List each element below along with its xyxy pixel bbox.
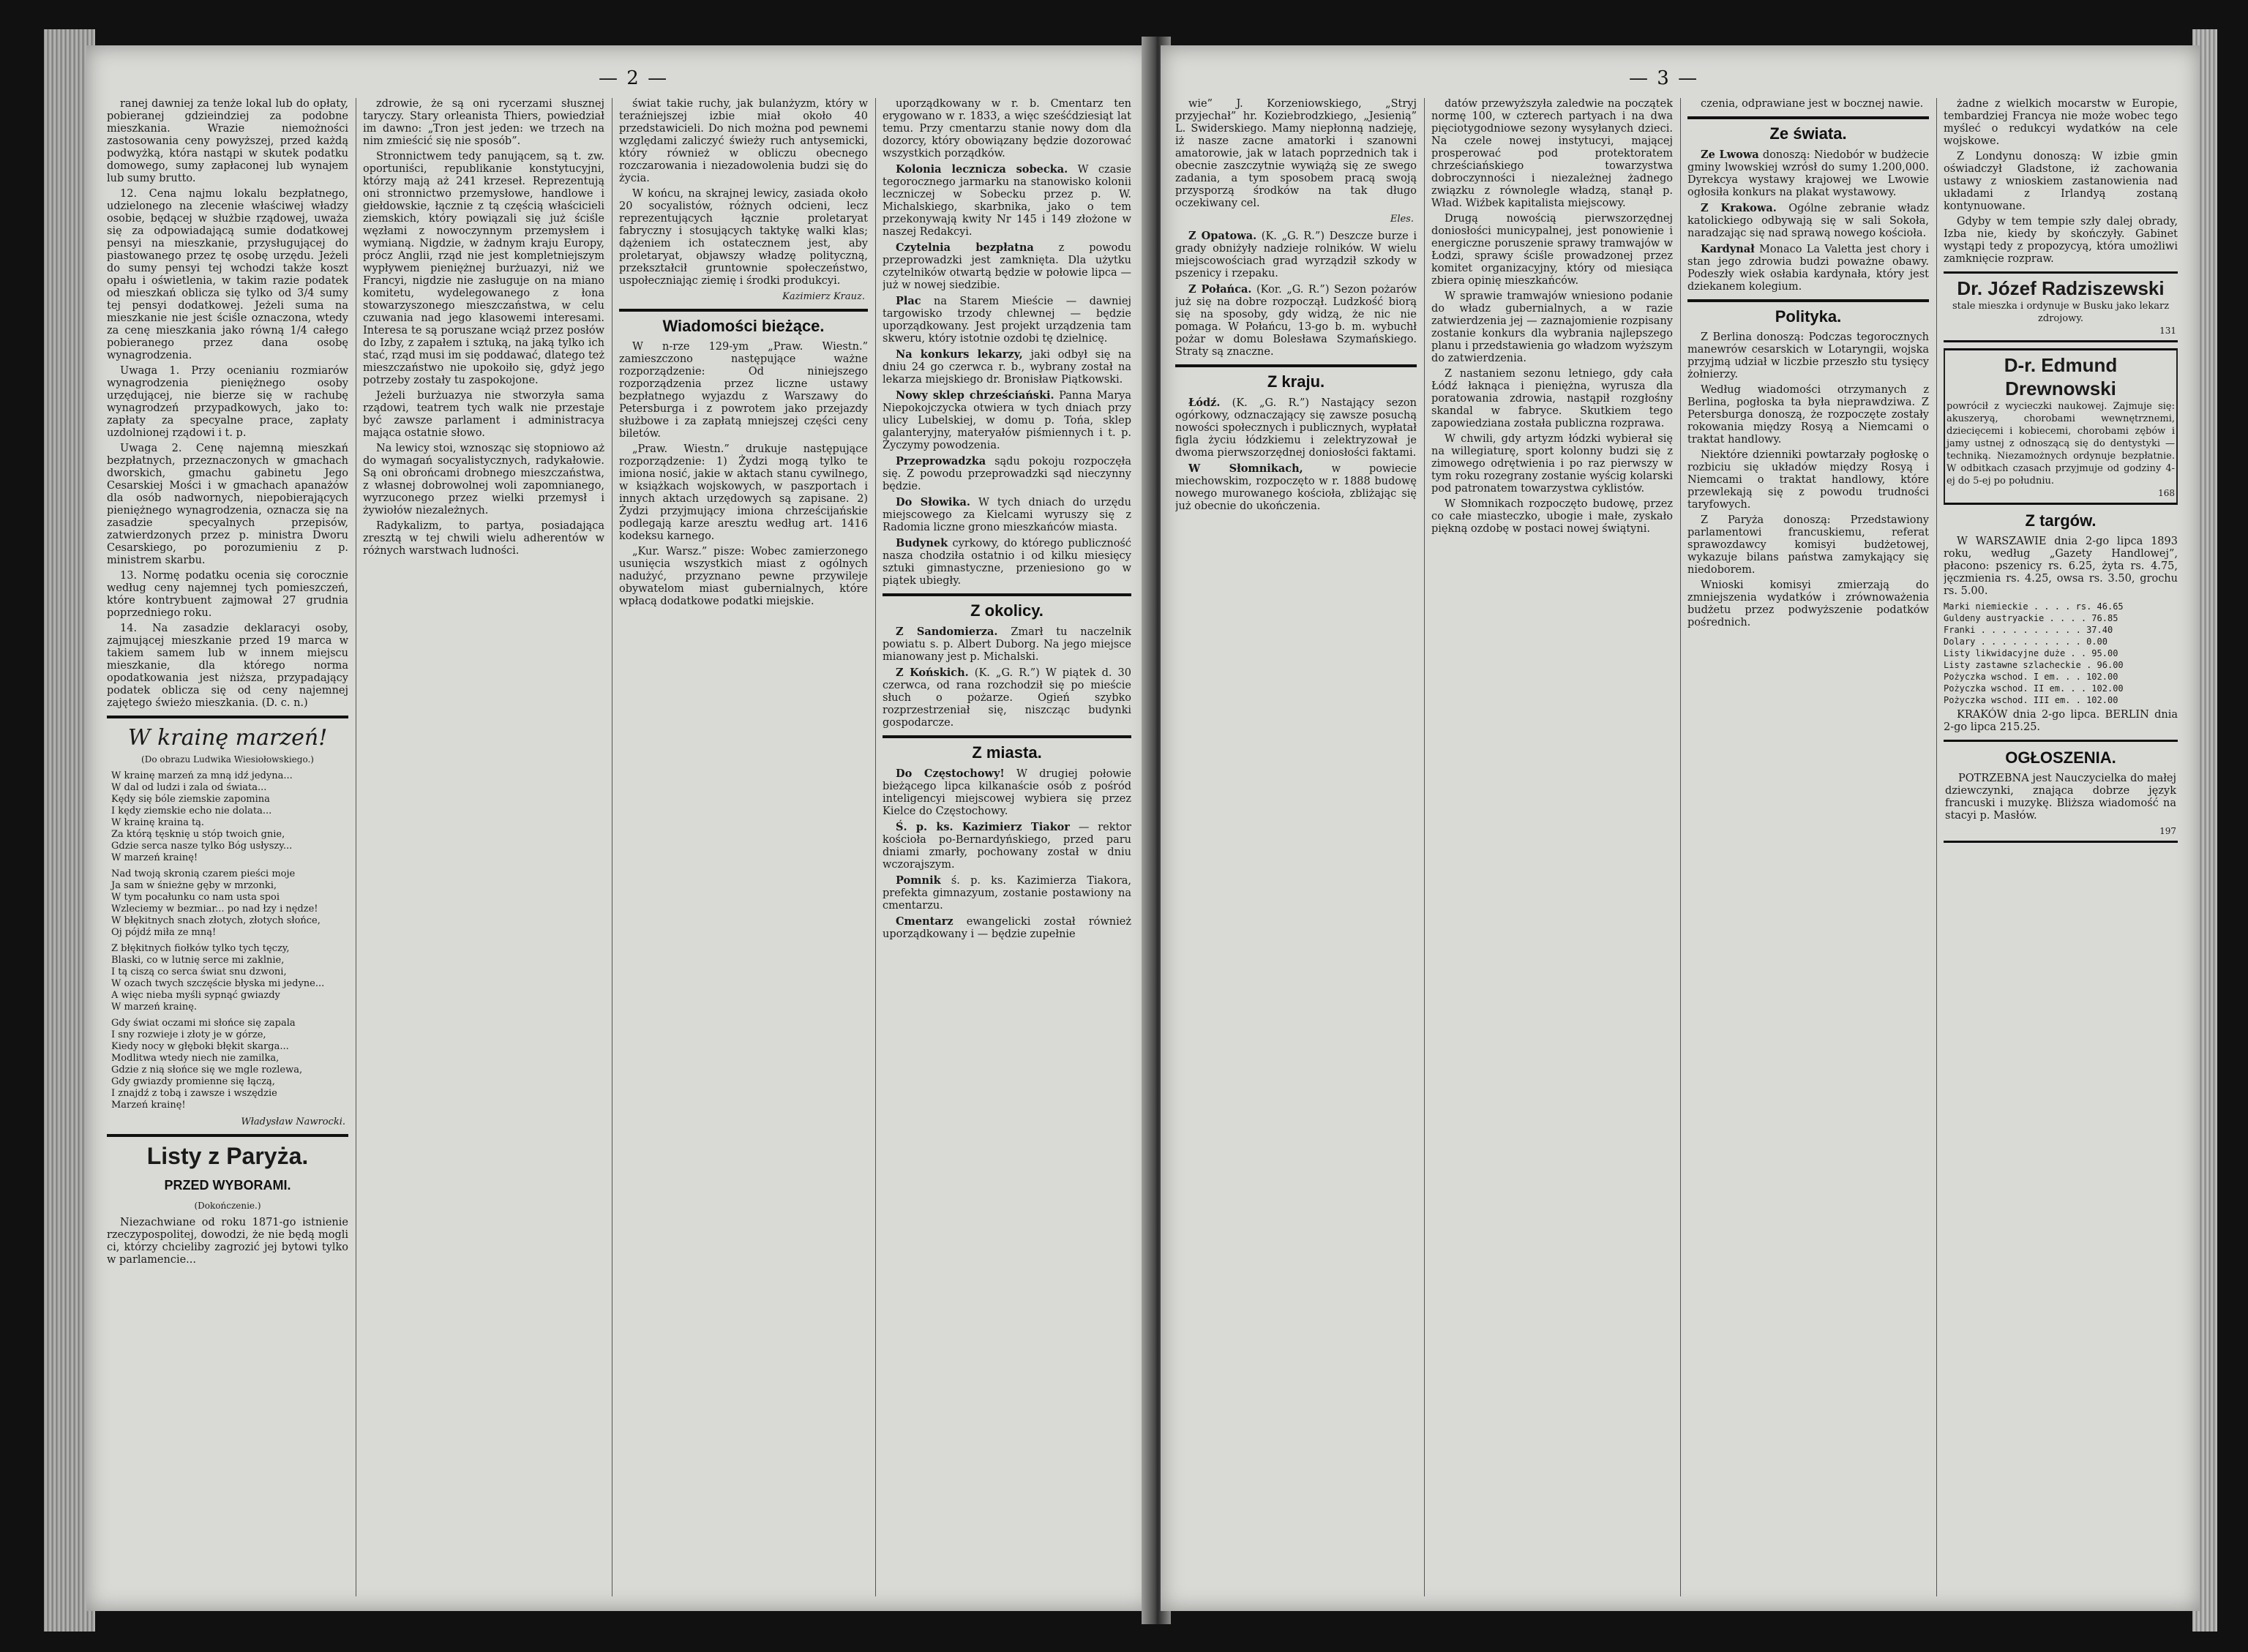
divider bbox=[107, 1134, 348, 1137]
column-1 bbox=[1175, 98, 1417, 1596]
news-text: ś. p. ks. Kazimierza Tiakora, prefekta gimnazyum, zostanie postawiony na cmentarzu. bbox=[883, 875, 1131, 912]
poem-line: Marzeń krainę! bbox=[111, 1100, 186, 1111]
news-text: donoszą: Niedobór w budżecie gminy lwowskiej wzrósł do sumy 1.200,000. Dyrekcya wystawy krajowej we Lwowie ogłosiła konkurs na plakat wystawowy. bbox=[1687, 149, 1929, 198]
paragraph: W n-rze 129-ym „Praw. Wiestn.” zamieszczono następujące ważne rozporządzenie: Od niniejszego rozporządzenia przez liczne ustawy bezpłatnego wyjazdu z Warszawy do Petersburga i z powrotem jako przejazdy służbowe i za zapłatą mniejszej części ceny biletów. bbox=[619, 341, 868, 440]
ad-number: 197 bbox=[2159, 826, 2176, 836]
advertisement bbox=[1944, 271, 2178, 342]
poem-line: I znajdź z tobą i zawsze i wszędzie bbox=[111, 1088, 277, 1099]
column-2 bbox=[1431, 98, 1673, 1596]
paragraph: świat takie ruchy, jak bulanżyzm, który w teraźniejszej izbie miał około 40 przedstawicieli. Do nich można pod pewnemi względami zaliczyć świeży ruch antysemicki, który również w obliczu obecnego rozczarowania i niezadowolenia budzi się do życia. bbox=[619, 98, 868, 184]
news-text: — rektor kościoła po-Bernardyńskiego, przed paru dniami zmarły, pochowany został w dniu wczorajszym. bbox=[883, 822, 1131, 871]
news-item bbox=[1175, 397, 1417, 459]
news-text: W czasie tegorocznego jarmarku na stanowisko kolonii leczniczej w Sobecku przez p. W. Michalskiego, skarbnika, jako o tem przekonywają kwity Nr 145 i 149 złożone w naszej Redakcyi. bbox=[883, 164, 1131, 238]
paragraph: uporządkowany w r. b. Cmentarz ten erygowano w r. 1833, a więc sześćdziesiąt lat temu. Przy cmentarzu stanie nowy dom dla dozorcy, który obowiązany będzie dozorować wszystkich porządków. bbox=[883, 98, 1131, 159]
poem-line: W dal od ludzi i zala od świata... bbox=[111, 782, 267, 793]
advertiser-name: D-r. Edmund Drewnowski bbox=[2004, 354, 2118, 399]
column-rule bbox=[1936, 98, 1937, 1596]
left-page bbox=[86, 45, 1153, 1611]
table-row: Dolary . . . . . . . . . . 0.00 bbox=[1944, 637, 2108, 647]
paragraph: żadne z wielkich mocarstw w Europie, tembardziej Francya nie może wobec tego myśleć o redukcyi wydatków na cele wojskowe. bbox=[1944, 98, 2178, 147]
news-headline: Do Słowika. bbox=[896, 496, 970, 508]
market-table bbox=[1944, 601, 2178, 706]
poem-subtitle: (Do obrazu Ludwika Wiesiołowskiego.) bbox=[141, 754, 314, 765]
paragraph: KRAKÓW dnia 2-go lipca. BERLIN dnia 2-go lipca 215.25. bbox=[1944, 709, 2178, 733]
poem-line: W błękitnych snach złotych, złotych słońce, bbox=[111, 915, 321, 926]
article-title: Listy z Paryża. bbox=[146, 1143, 309, 1169]
poem-line: W tym pocałunku co nam usta spoi bbox=[111, 892, 280, 903]
news-item bbox=[1175, 230, 1417, 280]
poem-line: W marzeń krainę! bbox=[111, 852, 198, 863]
divider bbox=[1687, 299, 1929, 302]
news-item bbox=[1687, 202, 1929, 240]
news-item bbox=[883, 915, 1131, 941]
paragraph: 12. Cena najmu lokalu bezpłatnego, udzielonego na zlecenie właściwej władzy osobie, będącej w służbie rządowej, uważa się za odpowiadającą sumie dodatkowej pensyi na mieszkanie, przysługującej do piastowanego przez tę osobę urzędu. Jeżeli do sumy pensyi tej wchodzi także koszt opału i oświetlenia, w takim razie podatek od mieszkań oblicza się tylko od 3/4 sumy tej pensyi dodatkowej. Jeżeli suma na mieszkanie nie jest ściśle oznaczona, wtedy za cenę mieszkania jako równą 1/4 całego pobieranego przez dana osobę wynagrodzenia. bbox=[107, 188, 348, 361]
news-text: Zmarł tu naczelnik powiatu s. p. Albert Duborg. Na jego miejsce mianowany jest p. Michalski. bbox=[883, 626, 1131, 663]
news-headline: Ś. p. ks. Kazimierz Tiakor bbox=[896, 821, 1070, 833]
news-text: Panna Marya Niepokojczycka otwiera w tych dniach przy ulicy Lubelskiej, w domu p. Tońa, sklep galanteryjny, materyałów piśmiennych i t. p. Życzymy powodzenia. bbox=[883, 390, 1131, 451]
paragraph: 13. Normę podatku ocenia się corocznie według ceny najemnej tych pomieszczeń, które kontrybuent zajmował 27 grudnia poprzedniego roku. bbox=[107, 570, 348, 619]
paragraph: Stronnictwem tedy panującem, są t. zw. oportuniści, republikanie konstytucyjni, którzy mają aż 241 krzeseł. Reprezentują oni stronnictwo przemysłowe, handlowe i giełdowskie, łącznie z tą częścią właścicieli ziemskich, który powiązali się już ściśle węzłami z nowoczynnym przemysłem i wymianą. Nigdzie, w żadnym kraju Europy, prócz Anglii, rząd nie jest kompletniejszym wypływem pieniężnej burżuazyi, niż we Francyi, nigdzie nie zasługuje on na miano komitetu, wydelegowanego z łona stowarzyszonego mieszczaństwa, w celu czuwania nad jego klasowemi interesami. Interesa te są poruszane wciąż przez posłów do Izby, z zapałem i sztuką, na jaką tylko ich stać, rząd musi im się poddawać, dlatego też mieszczaństwo nie upokoiło się, gdyż jego potrzeby zostały tu zaspokojone. bbox=[363, 151, 604, 386]
article-subtitle: PRZED WYBORAMI. bbox=[164, 1178, 291, 1193]
page-number: — 3 — bbox=[1629, 67, 1699, 89]
column-2 bbox=[363, 98, 604, 1596]
poem-line: Kędy się bóle ziemskie zapomina bbox=[111, 794, 270, 805]
news-text: (K. „G. R.”) Nastający sezon ogórkowy, odznaczający się zawsze posuchą nowości społecznych i publicznych, wypłatał figla życiu łódzkiemu i zelektryzował je dwoma pierwszorzędnej doniosłości faktami. bbox=[1175, 397, 1417, 459]
poem-line: W krainę marzeń za mną idź jedyna... bbox=[111, 770, 293, 781]
paragraph: Niektóre dzienniki powtarzały pogłoskę o rozbiciu się układów między Rosyą i Niemcami o traktat handlowy, które przewlekają się z powodu trudności taryfowych. bbox=[1687, 449, 1929, 511]
paragraph: Wnioski komisyi zmierzają do zmniejszenia wydatków i zrównoważenia budżetu przez podwyższenie podatków pośrednich. bbox=[1687, 579, 1929, 628]
news-item bbox=[883, 455, 1131, 493]
poem-line: Blaski, co w lutnię serce mi zaklnie, bbox=[111, 955, 285, 966]
section-title: Z miasta. bbox=[972, 743, 1042, 762]
divider bbox=[619, 309, 868, 312]
poem-title: W krainę marzeń! bbox=[127, 725, 328, 751]
news-text: W drugiej połowie bieżącego lipca kilkanaście osób z pośród inteligencyi miejscowej wybiera się przez Kielce do Częstochowy. bbox=[883, 768, 1131, 817]
news-text: jaki odbył się na dniu 24 go czerwca r. b., wybrany został na lekarza miejskiego dr. Bronisław Piątkowski. bbox=[883, 349, 1131, 386]
classifieds bbox=[1944, 740, 2178, 843]
section-title: Polityka. bbox=[1775, 307, 1842, 326]
news-headline: Kolonia lecznicza sobecka. bbox=[896, 163, 1068, 176]
news-item bbox=[883, 667, 1131, 729]
table-row: Pożyczka wschod. II em. . . 102.00 bbox=[1944, 683, 2124, 694]
paragraph: Uwaga 1. Przy ocenianiu rozmiarów wynagrodzenia pieniężnego osoby urzędującej, nie bierze się w rachubę wynagrodzeń przypadkowych, jako to: zapłaty za specyalne prace, zapłaty uzdolnionej rządowi i t. p. bbox=[107, 365, 348, 439]
table-row: Guldeny austryackie . . . . 76.85 bbox=[1944, 613, 2118, 623]
poem-line: Modlitwa wtedy niech nie zamilka, bbox=[111, 1053, 280, 1064]
advertisement bbox=[1944, 348, 2178, 505]
poem-line: I sny rozwieje i złoty je w górze, bbox=[111, 1029, 266, 1040]
poem-line: Gdzie z nią słońce się we mgle rozlewa, bbox=[111, 1065, 303, 1075]
paragraph: Uwaga 2. Cenę najemną mieszkań bezpłatnych, przeznaczonych w gmachach dworskich, gmachu gabinetu Jego Cesarskiej Mości i w gmachach apanażów dla osób nadwornych, niepobierających pieniężnego wynagrodzenia, oznacza się na zasadzie specyalnych przepisów, zatwierdzonych przez p. ministra Dworu Cesarskiego, po porozumieniu z p. ministrem skarbu. bbox=[107, 443, 348, 566]
news-text: (K. „G. R.”) W piątek d. 30 czerwca, od rana rozchodził się po mieście słuch o pożarze. Ogień szybko rozprzestrzeniał się, niszcząc budynki gospodarcze. bbox=[883, 667, 1131, 729]
news-item bbox=[1687, 149, 1929, 199]
divider bbox=[107, 716, 348, 718]
news-item bbox=[883, 626, 1131, 664]
news-headline: Na konkurs lekarzy, bbox=[896, 348, 1023, 361]
paragraph: Niezachwiane od roku 1871-go istnienie rzeczypospolitej, dowodzi, że nie będą mogli ci, którzy chcieliby zagrozić jej bytowi tylko w parlamencie... bbox=[107, 1217, 348, 1266]
paragraph: W WARSZAWIE dnia 2-go lipca 1893 roku, według „Gazety Handlowej”, płacono: pszenicy rs. 6.25, żyta rs. 4.75, jęczmienia rs. 4.25, owsa rs. 3.50, grochu rs. 5.00. bbox=[1944, 536, 2178, 597]
section-title: Z kraju. bbox=[1267, 372, 1325, 391]
news-item bbox=[883, 241, 1131, 292]
paragraph: czenia, odprawiane jest w bocznej nawie. bbox=[1701, 98, 1924, 110]
table-row: Listy likwidacyjne duże . . 95.00 bbox=[1944, 648, 2118, 658]
news-headline: Nowy sklep chrześciański. bbox=[896, 389, 1054, 402]
news-item bbox=[1175, 283, 1417, 358]
divider bbox=[883, 735, 1131, 738]
paragraph: Z nastaniem sezonu letniego, gdy cała Łódź łaknąca i pieniężna, wyrusza dla poratowania zdrowia, nastąpił rozgłośny skandal w fabryce. Skutkiem tego zapowiedziana została publiczna rozprawa. bbox=[1431, 368, 1673, 429]
divider bbox=[1175, 364, 1417, 367]
paragraph: „Kur. Warsz.” pisze: Wobec zamierzonego usunięcia wszystkich miast z ogólnych nadużyć, przyznano pewne przywileje obywatelom miast gubernialnych, które wpłacą dodatkowe podatki miejskie. bbox=[619, 546, 868, 607]
paragraph: „Praw. Wiestn.” drukuje następujące rozporządzenie: 1) Żydzi mogą tylko te imiona nosić, jakie w aktach stanu cywilnego, w książkach wojskowych, w paszportach i innych aktach urzędowych są zapisane. 2) Żydzi przyjmujący imiona chrześcijańskie podlegają karze aresztu według art. 1416 kodeksu karnego. bbox=[619, 443, 868, 542]
news-headline: Pomnik bbox=[896, 874, 941, 887]
paragraph: Radykalizm, to partya, posiadająca zresztą w tej chwili wielu adherentów w różnych warstwach ludności. bbox=[363, 520, 604, 557]
news-item bbox=[883, 496, 1131, 534]
column-3 bbox=[1687, 98, 1929, 1596]
poem-line: Kiedy nocy w głęboki błękit skarga... bbox=[111, 1041, 289, 1052]
news-text: w powiecie miechowskim, rozpoczęto w r. 1888 budowę nowego murowanego kościoła, zbliżając się już obecnie do ukończenia. bbox=[1175, 463, 1417, 512]
news-item bbox=[883, 821, 1131, 871]
news-text: (K. „G. R.”) Deszcze burze i grady obniżyły nadzieje rolników. W wielu miejscowościach grad wyrządził szkody w pszenicy i rzepaku. bbox=[1175, 230, 1417, 279]
news-text: na Starem Mieście — dawniej targowisko trzody chlewnej — będzie uporządkowany. Jest projekt urządzenia tam skweru, który istotnie ozdobi tę dzielnicę. bbox=[883, 296, 1131, 345]
table-row: Pożyczka wschod. I em. . . 102.00 bbox=[1944, 672, 2118, 682]
poem-line: Oj pójdź miła ze mną! bbox=[111, 927, 217, 938]
news-headline: Przeprowadzka bbox=[896, 455, 986, 468]
page-number: — 2 — bbox=[599, 67, 669, 89]
column-1 bbox=[107, 98, 348, 1596]
poem-line: Wzleciemy w bezmiar... po nad łzy i nędze! bbox=[111, 904, 318, 915]
news-item bbox=[883, 874, 1131, 912]
paragraph: W chwili, gdy artyzm łódzki wybierał się na willegiaturę, sport kolonny budzi się z zimowego odrętwienia i po raz pierwszy w tym roku rozegrany zostanie wyścig kolarski pod patronatem towarzystwa cyklistów. bbox=[1431, 433, 1673, 495]
news-headline: Czytelnia bezpłatna bbox=[896, 241, 1034, 254]
paragraph: datów przewyższyła zaledwie na początek normę 100, w czterech partyach i na dwa pięciotygodniowe sezony wysyłanych dzieci. Na czele nowej instytucyi, mającej prosperować pod protektoratem chrześciańskiego towarzystwa dobroczynności i niezależnej żadnego związku z równolegle władzą, stanął p. Wład. Wiźbek kapitalista miejscowy. bbox=[1431, 98, 1673, 209]
news-text: (Kor. „G. R.”) Sezon pożarów już się na dobre rozpoczął. Ludzkość biorą się na sposoby, gdy widzą, że nic nie pomaga. W Połańcu, 13-go b. m. wybuchł pożar w domu Bolesława Szymańskiego. Straty są znaczne. bbox=[1175, 284, 1417, 358]
ad-text: stale mieszka i ordynuje w Busku jako lekarz zdrojowy. bbox=[1952, 301, 2170, 324]
news-headline: Z Połańca. bbox=[1188, 283, 1252, 296]
paragraph: W Słomnikach rozpoczęto budowę, przez co całe miasteczko, ubogie i małe, zyskało piękną ozdobę w postaci nowej świątyni. bbox=[1431, 498, 1673, 535]
section-title: OGŁOSZENIA. bbox=[2005, 748, 2116, 767]
news-headline: Z Opatowa. bbox=[1188, 230, 1257, 242]
poem-line: Gdy gwiazdy promienne się łączą, bbox=[111, 1076, 275, 1087]
table-row: Franki . . . . . . . . . . 37.40 bbox=[1944, 625, 2113, 635]
paragraph: W końcu, na skrajnej lewicy, zasiada około 20 socyalistów, różnych odcieni, lecz reprezentujących łącznie proletaryat fabryczny i stosujących taktykę walki klas; dążeniem ich ostatecznem jest, aby proletaryat, objawszy władzę polityczną, przekształcił gruntownie społeczeństwo, uspołeczniając ziemię i środki produkcyi. bbox=[619, 188, 868, 287]
poem-line: Nad twoją skronią czarem pieści moje bbox=[111, 868, 296, 879]
news-headline: Łódź. bbox=[1188, 397, 1221, 409]
paragraph: ranej dawniej za tenże lokal lub do opłaty, pobieranej gdzieindziej za podobne mieszkania. Wrazie niemożności zastosowania ceny powyższej, przed każdą podwyżką, która nastąpi w skutek podatku domowego, sumy zapłaconej lub wynajem lub sumy brutto. bbox=[107, 98, 348, 184]
news-headline: Z Krakowa. bbox=[1701, 202, 1777, 214]
poem-line: Z błękitnych fiołków tylko tych tęczy, bbox=[111, 943, 290, 954]
news-text: ewangelicki został również uporządkowany i — będzie zupełnie bbox=[883, 916, 1131, 940]
paragraph: 14. Na zasadzie deklaracyi osoby, zajmującej mieszkanie przed 19 marca w takiem samem lub w innem miejscu mieszkanie, dla którego norma opodatkowania jest niższa, przypadający podatek oblicza się od ceny najemnej zajętego świeżo mieszkania. (D. c. n.) bbox=[107, 623, 348, 709]
section-title: Z targów. bbox=[2025, 511, 2097, 530]
poem-line: Gdzie serca nasze tylko Bóg usłyszy... bbox=[111, 841, 293, 852]
paragraph: Z Londynu donoszą: W izbie gmin oświadczył Gladstone, iż zachowania ustawy z wnioskiem zastanowienia nad układami z Irlandyą zostaną kontynuowane. bbox=[1944, 151, 2178, 212]
ad-number: 168 bbox=[2158, 488, 2175, 498]
news-item bbox=[883, 295, 1131, 345]
column-rule bbox=[1680, 98, 1681, 1596]
poem-line: W ozach twych szczęście błyska mi jedyne... bbox=[111, 978, 325, 989]
ad-text: powrócił z wycieczki naukowej. Zajmuje się: akuszeryą, chorobami wewnętrznemi, dziecięcemi i kobiecemi, chorobami zębów i jamy ustnej z odnoszącą się do dentystyki — techniką. Niezamożnych ordynuje bezpłatnie. W odbitkach czasach przyjmuje od godziny 4-ej do 5-ej po południu. bbox=[1947, 401, 2175, 487]
news-item bbox=[883, 767, 1131, 818]
paragraph: Według wiadomości otrzymanych z Berlina, pogłoska ta była nieprawdziwa. Z Petersburga donoszą, że rozpoczęte zostały rokowania między Rosyą a Niemcami o traktat handlowy. bbox=[1687, 384, 1929, 446]
divider bbox=[883, 593, 1131, 596]
section-title: Ze świata. bbox=[1769, 124, 1847, 143]
table-row: Pożyczka wschod. III em. . 102.00 bbox=[1944, 695, 2118, 705]
news-text: sądu pokoju rozpoczęła się. Z powodu przeprowadzki sąd nieczynny będzie. bbox=[883, 456, 1131, 492]
continuation-note: (Dokończenie.) bbox=[194, 1201, 261, 1211]
article-signature: Kazimierz Krauz. bbox=[782, 291, 865, 302]
poem-line: Gdy świat oczami mi słońce się zapala bbox=[111, 1018, 296, 1029]
news-text: W tych dniach do urzędu miejscowego za Kielcami wyruszy się z Radomia liczne grono mieszkańców miasta. bbox=[883, 497, 1131, 533]
column-3 bbox=[619, 98, 868, 1596]
poem-stanza-2 bbox=[111, 868, 348, 939]
paragraph: Gdyby w tem tempie szły dalej obrady, Izba nie, kiedy by skończyły. Gabinet wystąpi tedy z propozycyą, która umożliwi zamknięcie rozpraw. bbox=[1944, 216, 2178, 265]
news-text: z powodu przeprowadzki jest zamknięta. Dla użytku czytelników otwartą będzie w połowie lipca — już w nowej siedzibie. bbox=[883, 242, 1131, 291]
paragraph: zdrowie, że są oni rycerzami słusznej taryczy. Stary orleanista Thiers, powiedział im dawno: „Tron jest jeden: we trzech na nim zmieścić się nie sposób”. bbox=[363, 98, 604, 147]
news-headline: Kardynał bbox=[1701, 243, 1755, 255]
column-4 bbox=[1944, 98, 2178, 1596]
news-headline: Cmentarz bbox=[896, 915, 953, 928]
news-headline: Plac bbox=[896, 295, 921, 307]
news-item bbox=[1687, 243, 1929, 293]
news-headline: Z Końskich. bbox=[896, 667, 969, 679]
table-row: Marki niemieckie . . . . rs. 46.65 bbox=[1944, 601, 2124, 612]
news-headline: W Słomnikach, bbox=[1188, 462, 1303, 475]
table-row: Listy zastawne szlacheckie . 96.00 bbox=[1944, 660, 2124, 670]
news-headline: Budynek bbox=[896, 537, 948, 549]
paragraph: POTRZEBNA jest Nauczycielka do małej dziewczynki, znająca dobrze język francuski i muzykę. Bliższa wiadomość na stacyi p. Masłów. bbox=[1945, 773, 2176, 822]
news-text: cyrkowy, do którego publiczność nasza chodziła ostatnio i od kilku miesięcy sztuki gimnastyczne, przeniesiono go w piątek ubiegły. bbox=[883, 538, 1131, 587]
news-item bbox=[883, 163, 1131, 239]
news-item bbox=[883, 389, 1131, 452]
article-signature: Eles. bbox=[1390, 214, 1414, 225]
poem-line: Ja sam w śnieżne gęby w mrzonki, bbox=[111, 880, 277, 891]
advertiser-name: Dr. Józef Radziszewski bbox=[1957, 277, 2165, 299]
divider bbox=[1687, 116, 1929, 119]
news-text: Monaco La Valetta jest chory i stan jego zdrowia budzi poważne obawy. Podeszły wiek osłabia kardynała, który jest dziekanem kolegium. bbox=[1687, 244, 1929, 293]
paragraph: W sprawie tramwajów wniesiono podanie do władz gubernialnych, a w razie zatwierdzenia jej — zaznajomienie rozpisany zostanie konkurs dla wybrania najlepszego planu i przedstawienia go władzom wyższym do zatwierdzenia. bbox=[1431, 290, 1673, 364]
poem-line: A więc nieba myśli sypnąć gwiazdy bbox=[111, 990, 280, 1001]
poem-stanza-3 bbox=[111, 943, 348, 1013]
paragraph: Drugą nowością pierwszorzędnej doniosłości municypalnej, jest ponowienie i energiczne poruszenie sprawy tramwajów w Łodzi, sprawy ściśle prowadzonej przez komitet organizacyjny, który od miesiąca zbiera opinię mieszkańców. bbox=[1431, 213, 1673, 287]
paragraph: Z Paryża donoszą: Przedstawiony parlamentowi francuskiemu, referat sprawozdawcy komisyi budżetowej, wykazuje bilans państwa zamykający się niedoborem. bbox=[1687, 514, 1929, 576]
right-page bbox=[1161, 45, 2200, 1611]
paragraph: Na lewicy stoi, wznosząc się stopniowo aż do wymagań socyalistycznych, radykałowie. Są oni obrońcami drobnego mieszczaństwa, z własnej dobrowolnej woli zapomnianego, wyrzuconego przez wielki przemysł i żywiołów niezależnych. bbox=[363, 443, 604, 517]
poem-line: W krainę kraina tą. bbox=[111, 817, 205, 828]
news-headline: Z Sandomierza. bbox=[896, 626, 998, 638]
news-text: Ogólne zebranie władz katolickiego odbywają się w sali Sokoła, naradzając się nad sprawą nowego kościoła. bbox=[1687, 203, 1929, 239]
ad-number: 131 bbox=[2159, 326, 2176, 336]
news-headline: Do Częstochowy! bbox=[896, 767, 1005, 780]
poem-line: W marzeń krainę. bbox=[111, 1002, 198, 1013]
poem-signature: Władysław Nawrocki. bbox=[241, 1116, 345, 1127]
poem-line: I tą ciszą co serca świat snu dzwoni, bbox=[111, 966, 287, 977]
poem-stanza-4 bbox=[111, 1018, 348, 1111]
poem-line: Za którą tęsknię u stóp twoich gnie, bbox=[111, 829, 285, 840]
paragraph: Z Berlina donoszą: Podczas tegorocznych manewrów cesarskich w Lotaryngii, wojska przyjmą udział w liczbie przeszło stu tysięcy żołnierzy. bbox=[1687, 331, 1929, 380]
poem-stanza-1 bbox=[111, 770, 348, 864]
news-headline: Ze Lwowa bbox=[1701, 149, 1759, 161]
section-title: Z okolicy. bbox=[970, 601, 1044, 620]
column-4 bbox=[883, 98, 1131, 1596]
news-item bbox=[1175, 462, 1417, 513]
section-title: Wiadomości bieżące. bbox=[662, 317, 825, 335]
column-rule bbox=[1424, 98, 1425, 1596]
paragraph: wie” J. Korzeniowskiego, „Stryj przyjechał” hr. Koziebrodzkiego, „Jesienią” L. Swiderskiego. Mamy niepłonną nadzieję, iż nasze zacne amatorki i szanowni amatorowie, jak w latach poprzednich tak i obecnie zaszczytnie wywiążą się ze swego zadania, a tym sposobem pracą swoją przysporzą środków na tak długo oczekiwany cel. bbox=[1175, 98, 1417, 209]
column-rule bbox=[875, 98, 876, 1596]
paragraph: Jeżeli burżuazya nie stworzyła sama rządowi, teatrem tych walk nie przestaje być zawsze parlament i administracya mająca ostatnie słowo. bbox=[363, 390, 604, 439]
poem-line: I kędy ziemskie echo nie dolata... bbox=[111, 806, 272, 816]
news-item bbox=[883, 537, 1131, 587]
news-item bbox=[883, 348, 1131, 386]
